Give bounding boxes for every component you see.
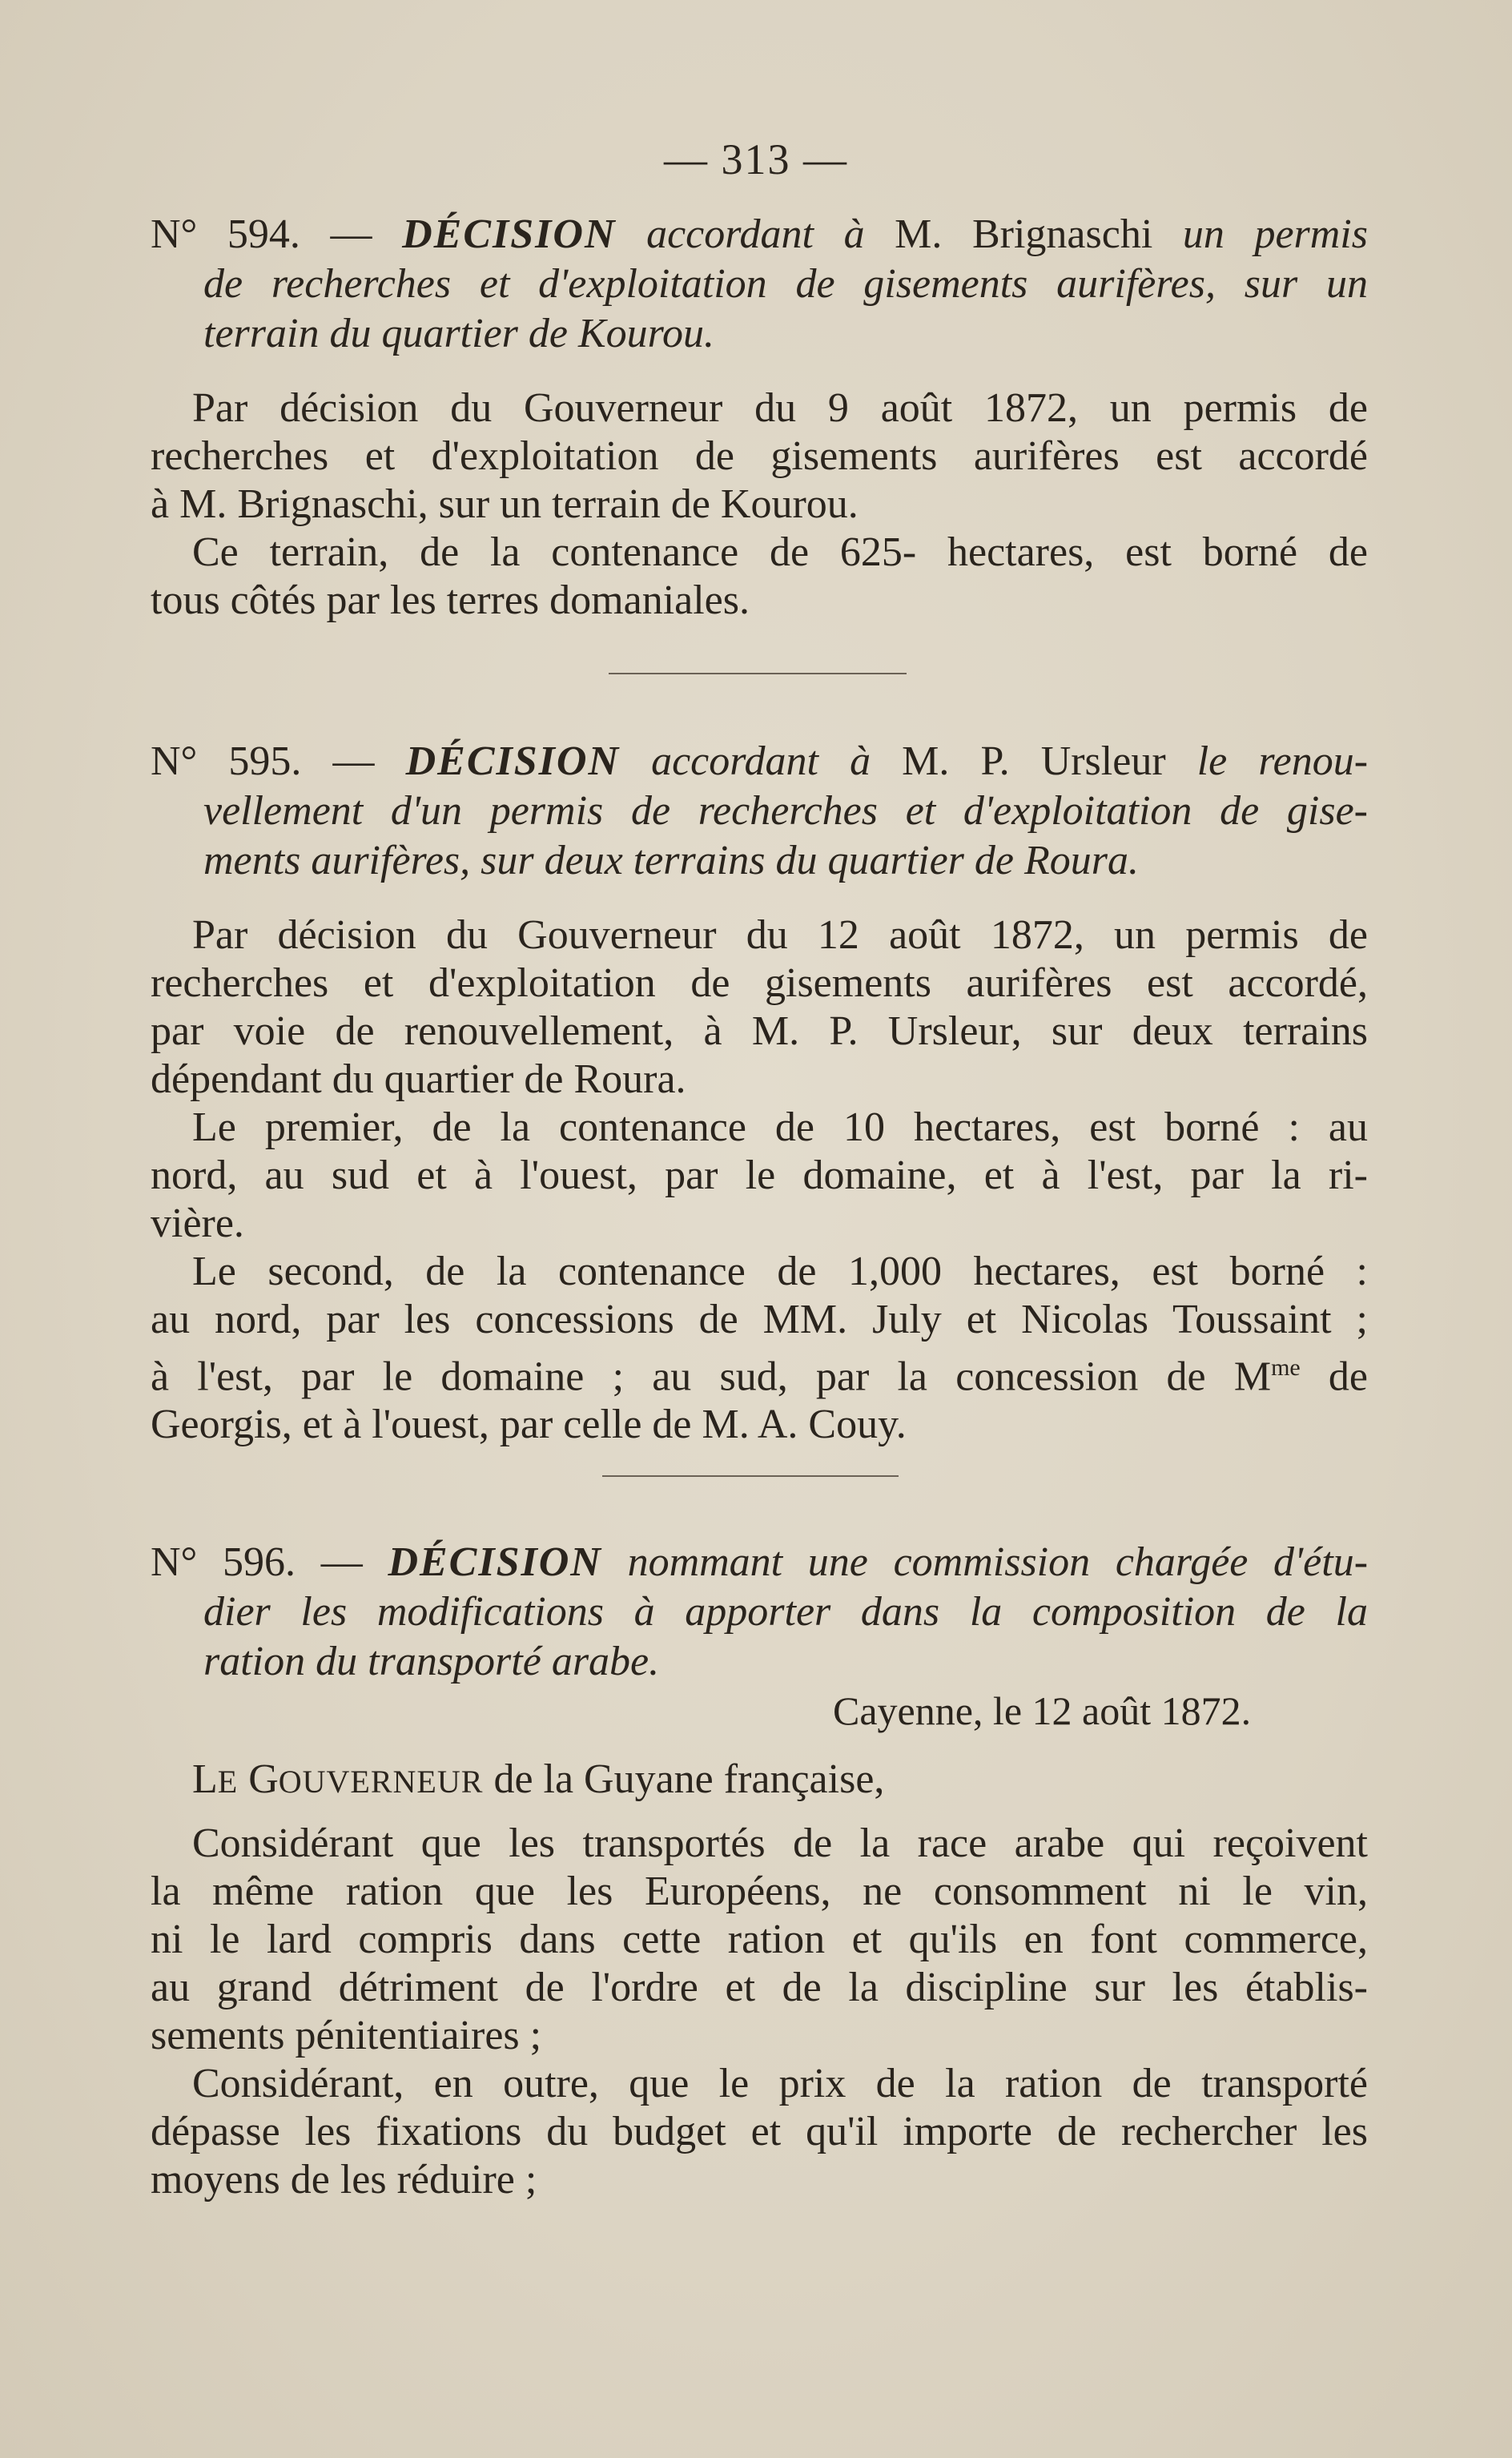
entry-596-heading [151,1538,1368,1687]
entry-596-heading-line1: N° 596. — DÉCISION nommant une commission chargée d'étu- [151,1539,1369,1585]
entry-595-heading-line3: ments aurifères, sur deux terrains du quartier de Roura. [203,838,1139,883]
entry-595-body: Par décision du Gouverneur du 12 août 1872, un permis de recherches et d'exploitation de gisements aurifères est accordé, par voie de renouvellement, à M. P. Ursleur, sur deux terrains dépendant du quartier de Roura. Le premier, de la contenance de 10 hectares, est borné : au nord, au sud et à l'ouest, par le domaine, et à l'est, par la ri- vière. Le second, de la contenance de 1,000 hectares, est borné : au nord, par les concessions de MM. July et Nicolas Toussaint ; à l'est, par le domaine ; au sud, par la concession de $M^{me}$ de Georgis, et à l'ouest, par celle de M. A. Couy. [151,912,1368,1448]
entry-594-heading-line1: N° 594. — DÉCISION accordant à M. Brignaschi un permis [151,211,1368,257]
entry-594-heading [151,210,1368,359]
entry-594-heading-line2: de recherches et d'exploitation de gisements aurifères, sur un [203,261,1368,307]
section-divider [609,673,907,674]
entry-594-heading-line3: terrain du quartier de Kourou. [203,311,714,356]
entry-594-body: Par décision du Gouverneur du 9 août 1872, un permis de recherches et d'exploitation de gisements aurifères est accordé à M. Brignaschi, sur un terrain de Kourou. Ce terrain, de la contenance de 625- hectares, est borné de tous côtés par les terres domaniales. [151,385,1368,623]
entry-596-heading-line2: dier les modifications à apporter dans la composition de la [203,1589,1368,1635]
entry-596-body: Considérant que les transportés de la race arabe qui reçoivent la même ration que les Européens, ne consomment ni le vin, ni le lard compris dans cette ration et qu'ils en font commerce, au grand détriment de l'ordre et de la discipline sur les établis- sements pénitentiaires ; Considérant, en outre, que le prix de la ration de transporté dépasse les fixations du budget et qu'il importe de rechercher les moyens de les réduire ; [151,1820,1368,2203]
entry-595-heading-line2: vellement d'un permis de recherches et d'exploitation de gise- [203,788,1368,834]
place-and-date: Cayenne, le 12 août 1872. [833,1688,1252,1733]
section-divider [602,1475,899,1477]
governor-line: LE GOUVERNEUR de la Guyane française, [192,1756,885,1802]
entry-595-heading [151,737,1368,886]
entry-596-heading-line3: ration du transporté arabe. [203,1639,660,1684]
page-number: — 313 — [664,135,848,183]
entry-595-heading-line1: N° 595. — DÉCISION accordant à M. P. Ursleur le renou- [151,738,1369,784]
